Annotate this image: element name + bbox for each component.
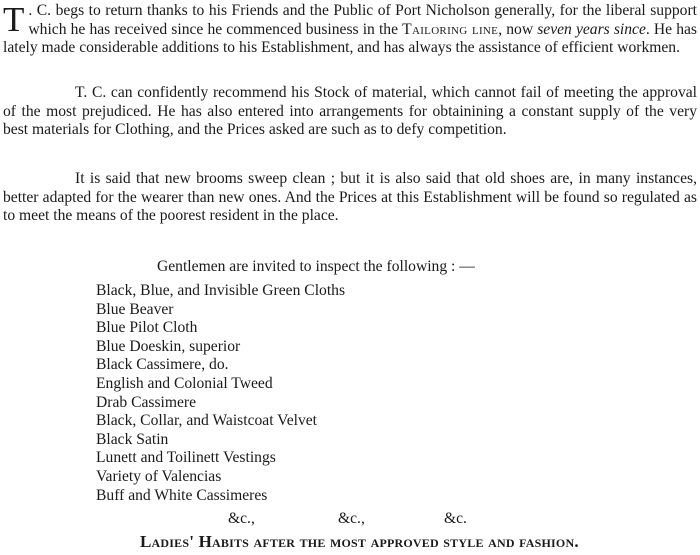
list-item: Black, Blue, and Invisible Green Cloths [96, 282, 346, 299]
etc-2: &c., [338, 510, 365, 527]
seven-years: seven years since [537, 20, 646, 38]
list-item: Buff and White Cassimeres [96, 486, 268, 504]
goods-list [96, 282, 345, 505]
list-item: Blue Doeskin, superior [96, 337, 241, 355]
invitation-line: Gentlemen are invited to inspect the following : — [157, 258, 475, 275]
etc-3: &c. [444, 510, 467, 527]
drop-cap: T [3, 0, 25, 39]
paragraph-brooms: It is said that new brooms sweep clean ; but it is also said that old shoes are, in many instances, better adapted for the wearer than new ones. And the Prices at this Establishment will be found so regulated as to meet the means of the poorest resident in the place. [3, 170, 697, 225]
list-item: Black, Collar, and Waistcoat Velvet [96, 412, 317, 430]
paragraph-intro [3, 2, 697, 58]
intro-text-a: . C. begs to return thanks to his Friends and the Public of Port Nicholson generally, for the liberal support which he has received since he commenced business in the [28, 2, 697, 38]
list-item: Black Satin [96, 430, 169, 448]
list-item: Blue Pilot Cloth [96, 319, 198, 337]
etc-1: &c., [228, 510, 255, 527]
list-item: English and Colonial Tweed [96, 374, 273, 392]
footer-ladies-habits: Ladies' Habits after the most approved style and fashion. [140, 532, 579, 551]
list-item: Blue Beaver [96, 300, 174, 318]
list-item: Black Cassimere, do. [96, 356, 229, 374]
intro-text-b: , now [498, 20, 538, 38]
list-item: Drab Cassimere [96, 393, 197, 411]
paragraph-stock: T. C. can confidently recommend his Stock of material, which cannot fail of meeting the approval of the most prejudiced. He has also entered into arrangements for obtainining a constant supply of the very best materials for Clothing, and the Prices asked are such as to defy competition. [3, 84, 697, 139]
list-item: Lunett and Toilinett Vestings [96, 449, 276, 467]
list-item: Variety of Valencias [96, 467, 222, 485]
intro-text-c: . He has lately made considerable additions to his Establishment, and has always the assistance of efficient workmen. [3, 20, 697, 57]
tailoring-line: Tailoring line [402, 20, 499, 38]
